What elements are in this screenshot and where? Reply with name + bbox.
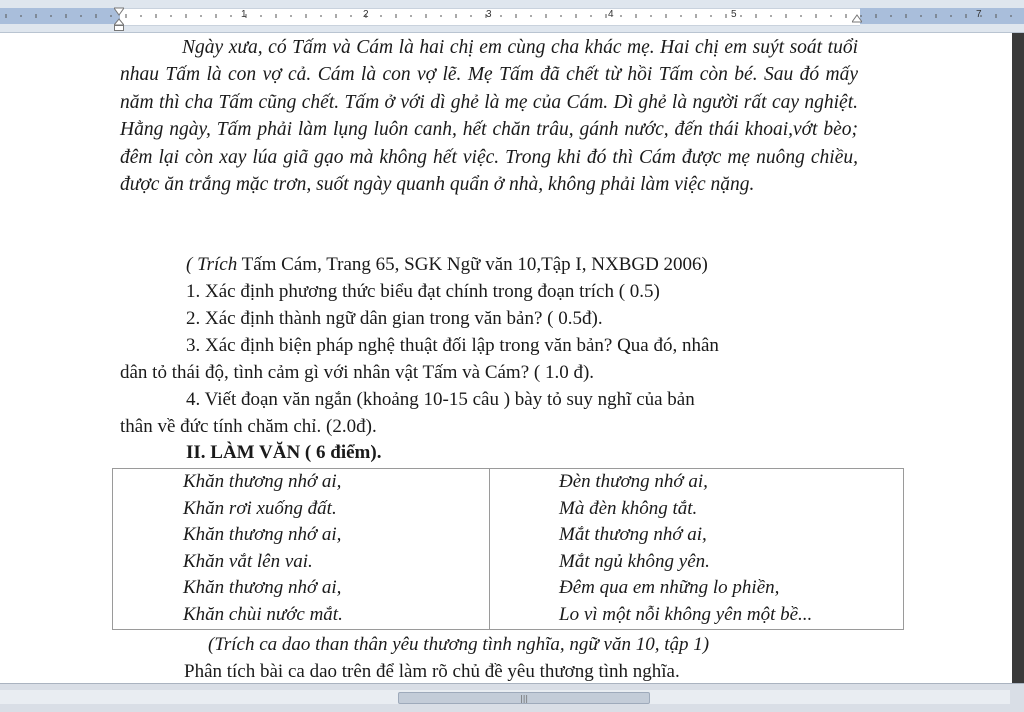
poem-table — [112, 468, 904, 630]
section-heading: II. LÀM VĂN ( 6 điểm). — [186, 442, 382, 463]
question-3-line-1: 3. Xác định biện pháp nghệ thuật đối lập trong văn bản? Qua đó, nhân — [186, 335, 719, 356]
poem-source: (Trích ca dao than thân yêu thương tình nghĩa, ngữ văn 10, tập 1) — [208, 634, 710, 655]
poem-line: Khăn thương nhớ ai, — [183, 471, 342, 492]
question-2: 2. Xác định thành ngữ dân gian trong văn bản? ( 0.5đ). — [186, 308, 603, 329]
poem-line: Mắt ngủ không yên. — [559, 550, 710, 572]
source-rest: Tấm Cám, Trang 65, SGK Ngữ văn 10,Tập I, NXBGD 2006) — [237, 254, 708, 275]
ruler-number: 7 — [976, 9, 982, 20]
horizontal-scrollbar[interactable] — [0, 683, 1024, 712]
question-3-line-2: dân tỏ thái độ, tình cảm gì với nhân vật Tấm và Cám? ( 1.0 đ). — [120, 362, 595, 383]
ruler-number: 3 — [486, 9, 492, 20]
first-line-indent-marker-icon[interactable] — [114, 6, 124, 32]
passage-source — [186, 253, 708, 277]
question-4-line-1: 4. Viết đoạn văn ngắn (khoảng 10-15 câu ) bày tỏ suy nghĩ của bản — [186, 389, 695, 410]
question-4-line-2: thân về đức tính chăm chỉ. (2.0đ). — [120, 416, 377, 437]
essay-task: Phân tích bài ca dao trên để làm rõ chủ đề yêu thương tình nghĩa. — [184, 661, 680, 682]
ruler-number: 1 — [241, 9, 247, 20]
grip-icon: ||| — [520, 694, 529, 703]
poem-line: Khăn vắt lên vai. — [183, 550, 313, 572]
horizontal-ruler[interactable] — [0, 0, 1024, 33]
ruler-number: 4 — [608, 9, 614, 20]
source-prefix: ( Trích — [186, 254, 238, 275]
poem-left-column — [183, 469, 343, 628]
poem-column-divider — [489, 469, 490, 629]
poem-right-column — [559, 469, 812, 628]
poem-line: Khăn rơi xuống đất. — [183, 497, 337, 519]
ruler-ticks — [0, 0, 1024, 32]
window-edge — [1012, 33, 1024, 683]
ruler-number: 5 — [731, 9, 737, 20]
right-indent-marker-icon[interactable] — [852, 14, 862, 26]
poem-line: Mà đèn không tắt. — [559, 497, 698, 519]
poem-line: Khăn thương nhớ ai, — [183, 524, 342, 545]
poem-line: Khăn chùi nước mắt. — [183, 603, 343, 625]
poem-line: Mắt thương nhớ ai, — [559, 524, 707, 545]
question-1: 1. Xác định phương thức biểu đạt chính trong đoạn trích ( 0.5) — [186, 281, 660, 302]
poem-line: Đèn thương nhớ ai, — [559, 471, 708, 492]
ruler-number: 2 — [363, 9, 369, 20]
poem-line: Lo vì một nỗi không yên một bề... — [559, 603, 813, 625]
passage-paragraph: Ngày xưa, có Tấm và Cám là hai chị em cùng cha khác mẹ. Hai chị em suýt soát tuổi nhau Tấm là con vợ cả. Cám là con vợ lẽ. Mẹ Tấm đã chết từ hồi Tấm còn bé. Sau đó mấy năm thì cha Tấm cũng chết. Tấm ở với dì ghẻ là mẹ của Cám. Dì ghẻ là người rất cay nghiệt. Hằng ngày, Tấm phải làm lụng luôn canh, hết chăn trâu, gánh nước, đến thái khoai,vớt bèo; đêm lại còn xay lúa giã gạo mà không hết việc. Trong khi đó thì Cám được mẹ nuông chiều, được ăn trắng mặc trơn, suốt ngày quanh quẩn ở nhà, không phải làm việc nặng. — [120, 37, 858, 196]
poem-line: Khăn thương nhớ ai, — [183, 577, 342, 598]
poem-line: Đêm qua em những lo phiền, — [559, 577, 780, 598]
